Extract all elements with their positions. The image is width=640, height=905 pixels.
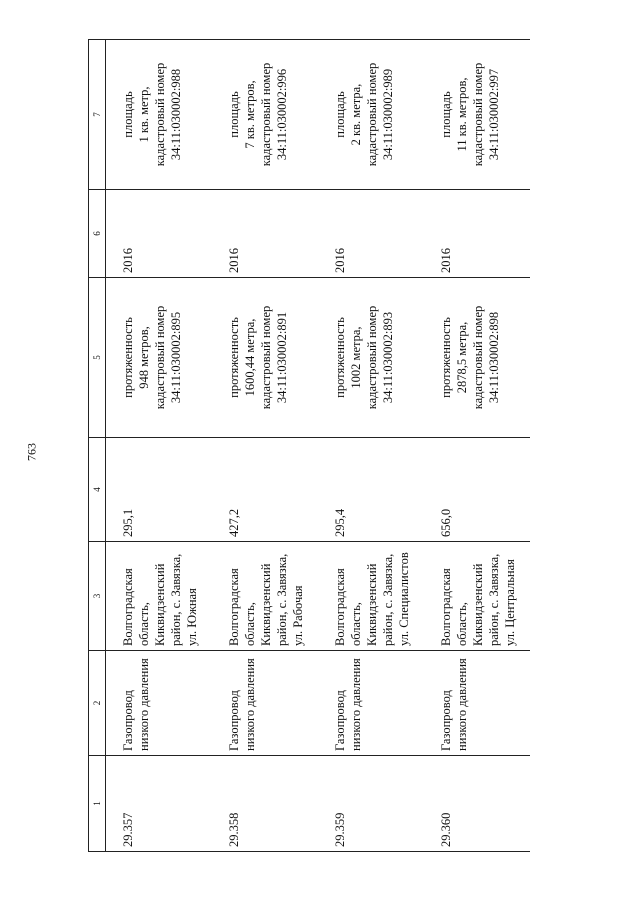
year-cell: 2016 xyxy=(333,248,347,273)
address-cell: Волгоградская область, Киквидзенский район, с. Завязка, ул. Специалистов xyxy=(333,552,411,646)
row-number-cell: 29.359 xyxy=(333,812,347,847)
address-cell: Волгоградская область, Киквидзенский район, с. Завязка, ул. Центральная xyxy=(439,553,517,646)
row-number-cell: 29.357 xyxy=(121,812,135,847)
year-cell: 2016 xyxy=(121,248,135,273)
land-area-cell: площадь 1 кв. метр, кадастровый номер 34:11:030002:988 xyxy=(121,62,183,167)
land-area-cell: площадь 7 кв. метров, кадастровый номер 34:11:030002:996 xyxy=(227,62,289,167)
object-name-cell: Газопровод низкого давления xyxy=(439,658,469,751)
cost-cell: 427,2 xyxy=(227,508,241,537)
column-header: 1 xyxy=(89,756,106,852)
table-row xyxy=(424,40,530,852)
row-number-cell: 29.358 xyxy=(227,812,241,847)
description-cell: протяженность 948 метров, кадастровый номер 34:11:030002:895 xyxy=(121,305,183,410)
cost-cell: 295,1 xyxy=(121,508,135,537)
description-cell: протяженность 1600,44 метра, кадастровый номер 34:11:030002:891 xyxy=(227,305,289,410)
column-header: 3 xyxy=(89,542,106,651)
land-area-cell: площадь 11 кв. метров, кадастровый номер 34:11:030002:997 xyxy=(439,62,501,167)
address-cell: Волгоградская область, Киквидзенский район, с. Завязка, ул. Южная xyxy=(121,553,199,646)
header-row xyxy=(89,40,106,852)
row-number-cell: 29.360 xyxy=(439,812,453,847)
table-row xyxy=(212,40,318,852)
year-cell: 2016 xyxy=(227,248,241,273)
year-cell: 2016 xyxy=(439,248,453,273)
column-header: 5 xyxy=(89,278,106,438)
object-name-cell: Газопровод низкого давления xyxy=(227,658,257,751)
object-name-cell: Газопровод низкого давления xyxy=(121,658,151,751)
address-cell: Волгоградская область, Киквидзенский район, с. Завязка, ул. Рабочая xyxy=(227,553,305,646)
table-row xyxy=(106,40,213,852)
column-header: 6 xyxy=(89,190,106,278)
column-header: 7 xyxy=(89,40,106,190)
column-header: 2 xyxy=(89,651,106,756)
description-cell: протяженность 2878,5 метра, кадастровый номер 34:11:030002:898 xyxy=(439,305,501,410)
column-header: 4 xyxy=(89,438,106,542)
cost-cell: 656,0 xyxy=(439,508,453,537)
table-row xyxy=(318,40,424,852)
object-name-cell: Газопровод низкого давления xyxy=(333,658,363,751)
description-cell: протяженность 1002 метра, кадастровый номер 34:11:030002:893 xyxy=(333,305,395,410)
page-number: 763 xyxy=(24,443,39,461)
land-area-cell: площадь 2 кв. метра, кадастровый номер 34:11:030002:989 xyxy=(333,62,395,167)
cost-cell: 295,4 xyxy=(333,508,347,537)
register-table xyxy=(88,39,530,852)
